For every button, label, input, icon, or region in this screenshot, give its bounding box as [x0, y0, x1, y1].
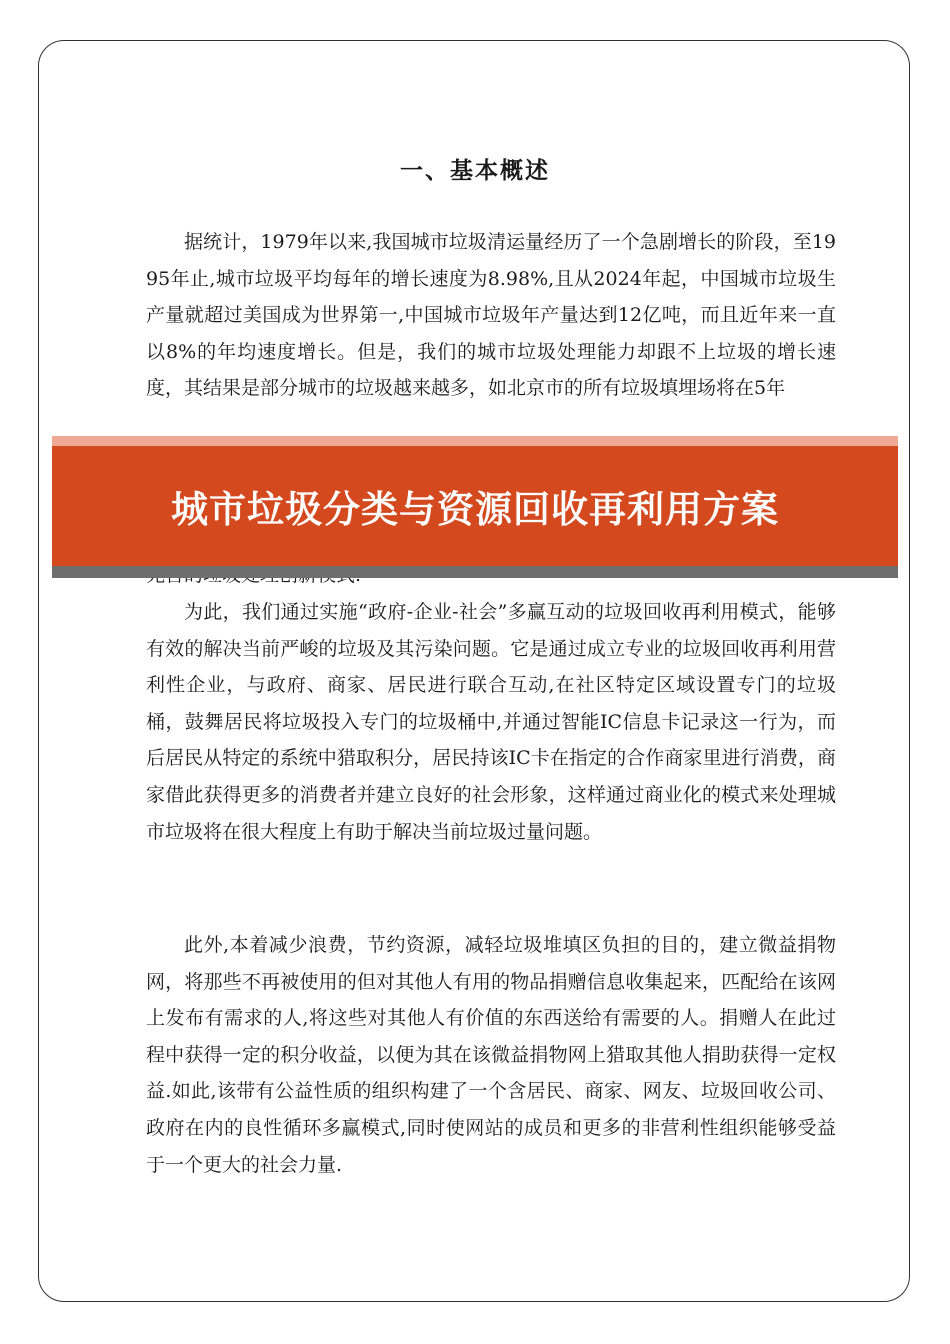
- banner-bottom-shadow: [52, 566, 898, 578]
- paragraph-3: 此外,本着减少浪费，节约资源，减轻垃圾堆填区负担的目的，建立微益捐物网，将那些不再被使用的但对其他人有用的物品捐赠信息收集起来，匹配给在该网上发布有需求的人,将这些对其他人有价值的东西送给有需要的人。捐赠人在此过程中获得一定的积分收益，以便为其在该微益捐物网上猎取其他人捐助获得一定权益.如此,该带有公益性质的组织构建了一个含居民、商家、网友、垃圾回收公司、政府在内的良性循环多赢模式,同时使网站的成员和更多的非营利性组织能够受益于一个更大的社会力量.: [146, 934, 836, 1176]
- title-banner: [52, 436, 898, 578]
- banner-top-strip: [52, 436, 898, 446]
- section-heading: 一、基本概述: [400, 157, 550, 184]
- document-title: 城市垃圾分类与资源回收再利用方案: [171, 488, 779, 531]
- banner-main-band: [52, 446, 898, 566]
- paragraph-2: 为此，我们通过实施“政府-企业-社会”多赢互动的垃圾回收再利用模式，能够有效的解决当前严峻的垃圾及其污染问题。它是通过成立专业的垃圾回收再利用营利性企业，与政府、商家、居民进行联合互动,在社区特定区域设置专门的垃圾桶，鼓舞居民将垃圾投入专门的垃圾桶中,并通过智能IC信息卡记录这一行为，而后居民从特定的系统中猎取积分，居民持该IC卡在指定的合作商家里进行消费，商家借此获得更多的消费者并建立良好的社会形象，这样通过商业化的模式来处理城市垃圾将在很大程度上有助于解决当前垃圾过量问题。: [146, 601, 836, 843]
- paragraph-1: 据统计，1979年以来,我国城市垃圾清运量经历了一个急剧增长的阶段，至1995年止,城市垃圾平均每年的增长速度为8.98%,且从2024年起，中国城市垃圾生产量就超过美国成为世界第一,中国城市垃圾年产量达到12亿吨，而且近年来一直以8%的年均速度增长。但是，我们的城市垃圾处理能力却跟不上垃圾的增长速度，其结果是部分城市的垃圾越来越多，如北京市的所有垃圾填埋场将在5年: [146, 231, 836, 400]
